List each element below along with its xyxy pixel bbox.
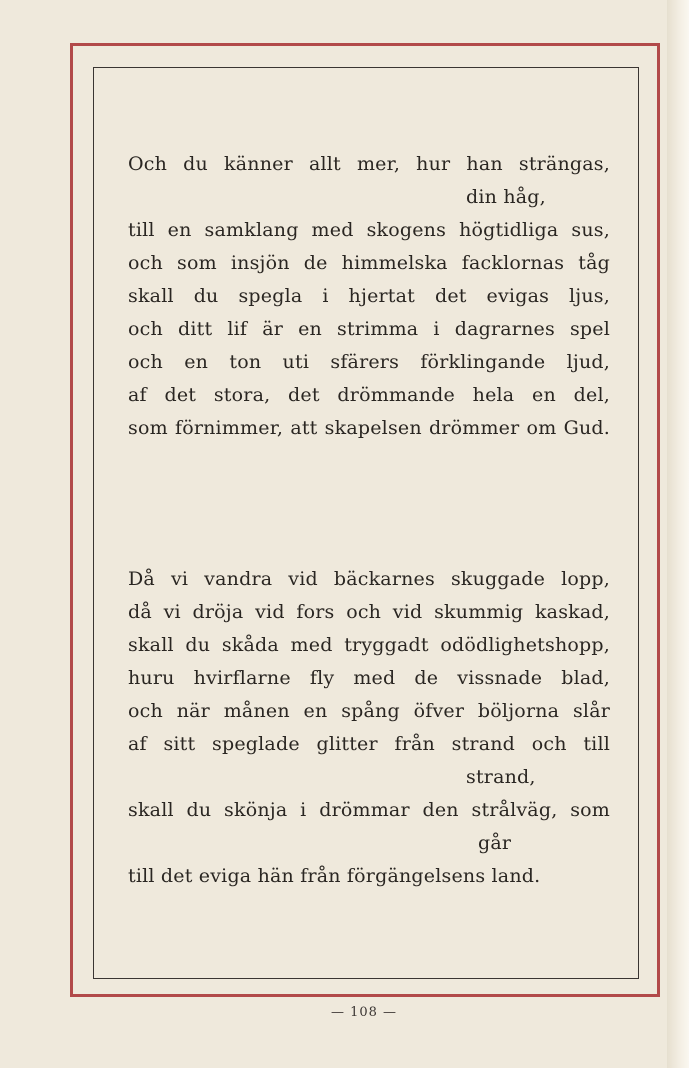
verse-line: [94, 214, 640, 247]
verse-line: [94, 728, 640, 761]
verse-line-text: till en samklang med skogens högtidliga sus,: [128, 219, 610, 241]
verse-line-text: skall du spegla i hjertat det evigas ljus,: [128, 285, 610, 307]
verse-line-continuation: [94, 761, 640, 794]
verse-line: [94, 412, 640, 445]
verse-line-text: huru hvirflarne fly med de vissnade blad,: [128, 667, 610, 689]
verse-line-text: af det stora, det drömmande hela en del,: [128, 384, 610, 406]
verse-line-text: skall du skåda med tryggadt odödlighetshopp,: [128, 634, 610, 656]
verse-line-text: och ditt lif är en strimma i dagrarnes spel: [128, 318, 610, 340]
verse-line: [94, 379, 640, 412]
verse-line: [94, 313, 640, 346]
page-number: — 108 —: [330, 1005, 398, 1020]
verse-line-text: strand,: [466, 766, 536, 788]
verse-line-text: skall du skönja i drömmar den strålväg, som: [128, 799, 610, 821]
verse-line-text: då vi dröja vid fors och vid skummig kaskad,: [128, 601, 610, 623]
verse-line-continuation: [94, 181, 640, 214]
verse-line-text: och en ton uti sfärers förklingande ljud,: [128, 351, 610, 373]
verse-line-text: går: [478, 832, 512, 854]
verse-line-continuation: [94, 827, 640, 860]
verse-line-text: din håg,: [466, 186, 546, 208]
verse-line: [94, 346, 640, 379]
verse-line: [94, 662, 640, 695]
verse-line: [94, 247, 640, 280]
verse-line-text: och som insjön de himmelska facklornas tåg: [128, 252, 610, 274]
verse-line-text: som förnimmer, att skapelsen drömmer om Gud.: [128, 417, 610, 439]
verse-line: [94, 695, 640, 728]
verse-line: [94, 596, 640, 629]
verse-line: [94, 794, 640, 827]
verse-line: [94, 860, 640, 893]
stanza-2: [94, 563, 640, 893]
verse-line: [94, 563, 640, 596]
verse-line-text: Då vi vandra vid bäckarnes skuggade lopp,: [128, 568, 610, 590]
stanza-1: [94, 148, 640, 445]
inner-border-frame: [93, 67, 639, 979]
verse-line-text: Och du känner allt mer, hur han strängas,: [128, 153, 610, 175]
page-edge: [667, 0, 689, 1068]
verse-line: [94, 280, 640, 313]
verse-line: [94, 148, 640, 181]
verse-line-text: och när månen en spång öfver böljorna slår: [128, 700, 610, 722]
verse-line-text: af sitt speglade glitter från strand och till: [128, 733, 610, 755]
verse-line: [94, 629, 640, 662]
verse-line-text: till det eviga hän från förgängelsens land.: [128, 865, 541, 887]
